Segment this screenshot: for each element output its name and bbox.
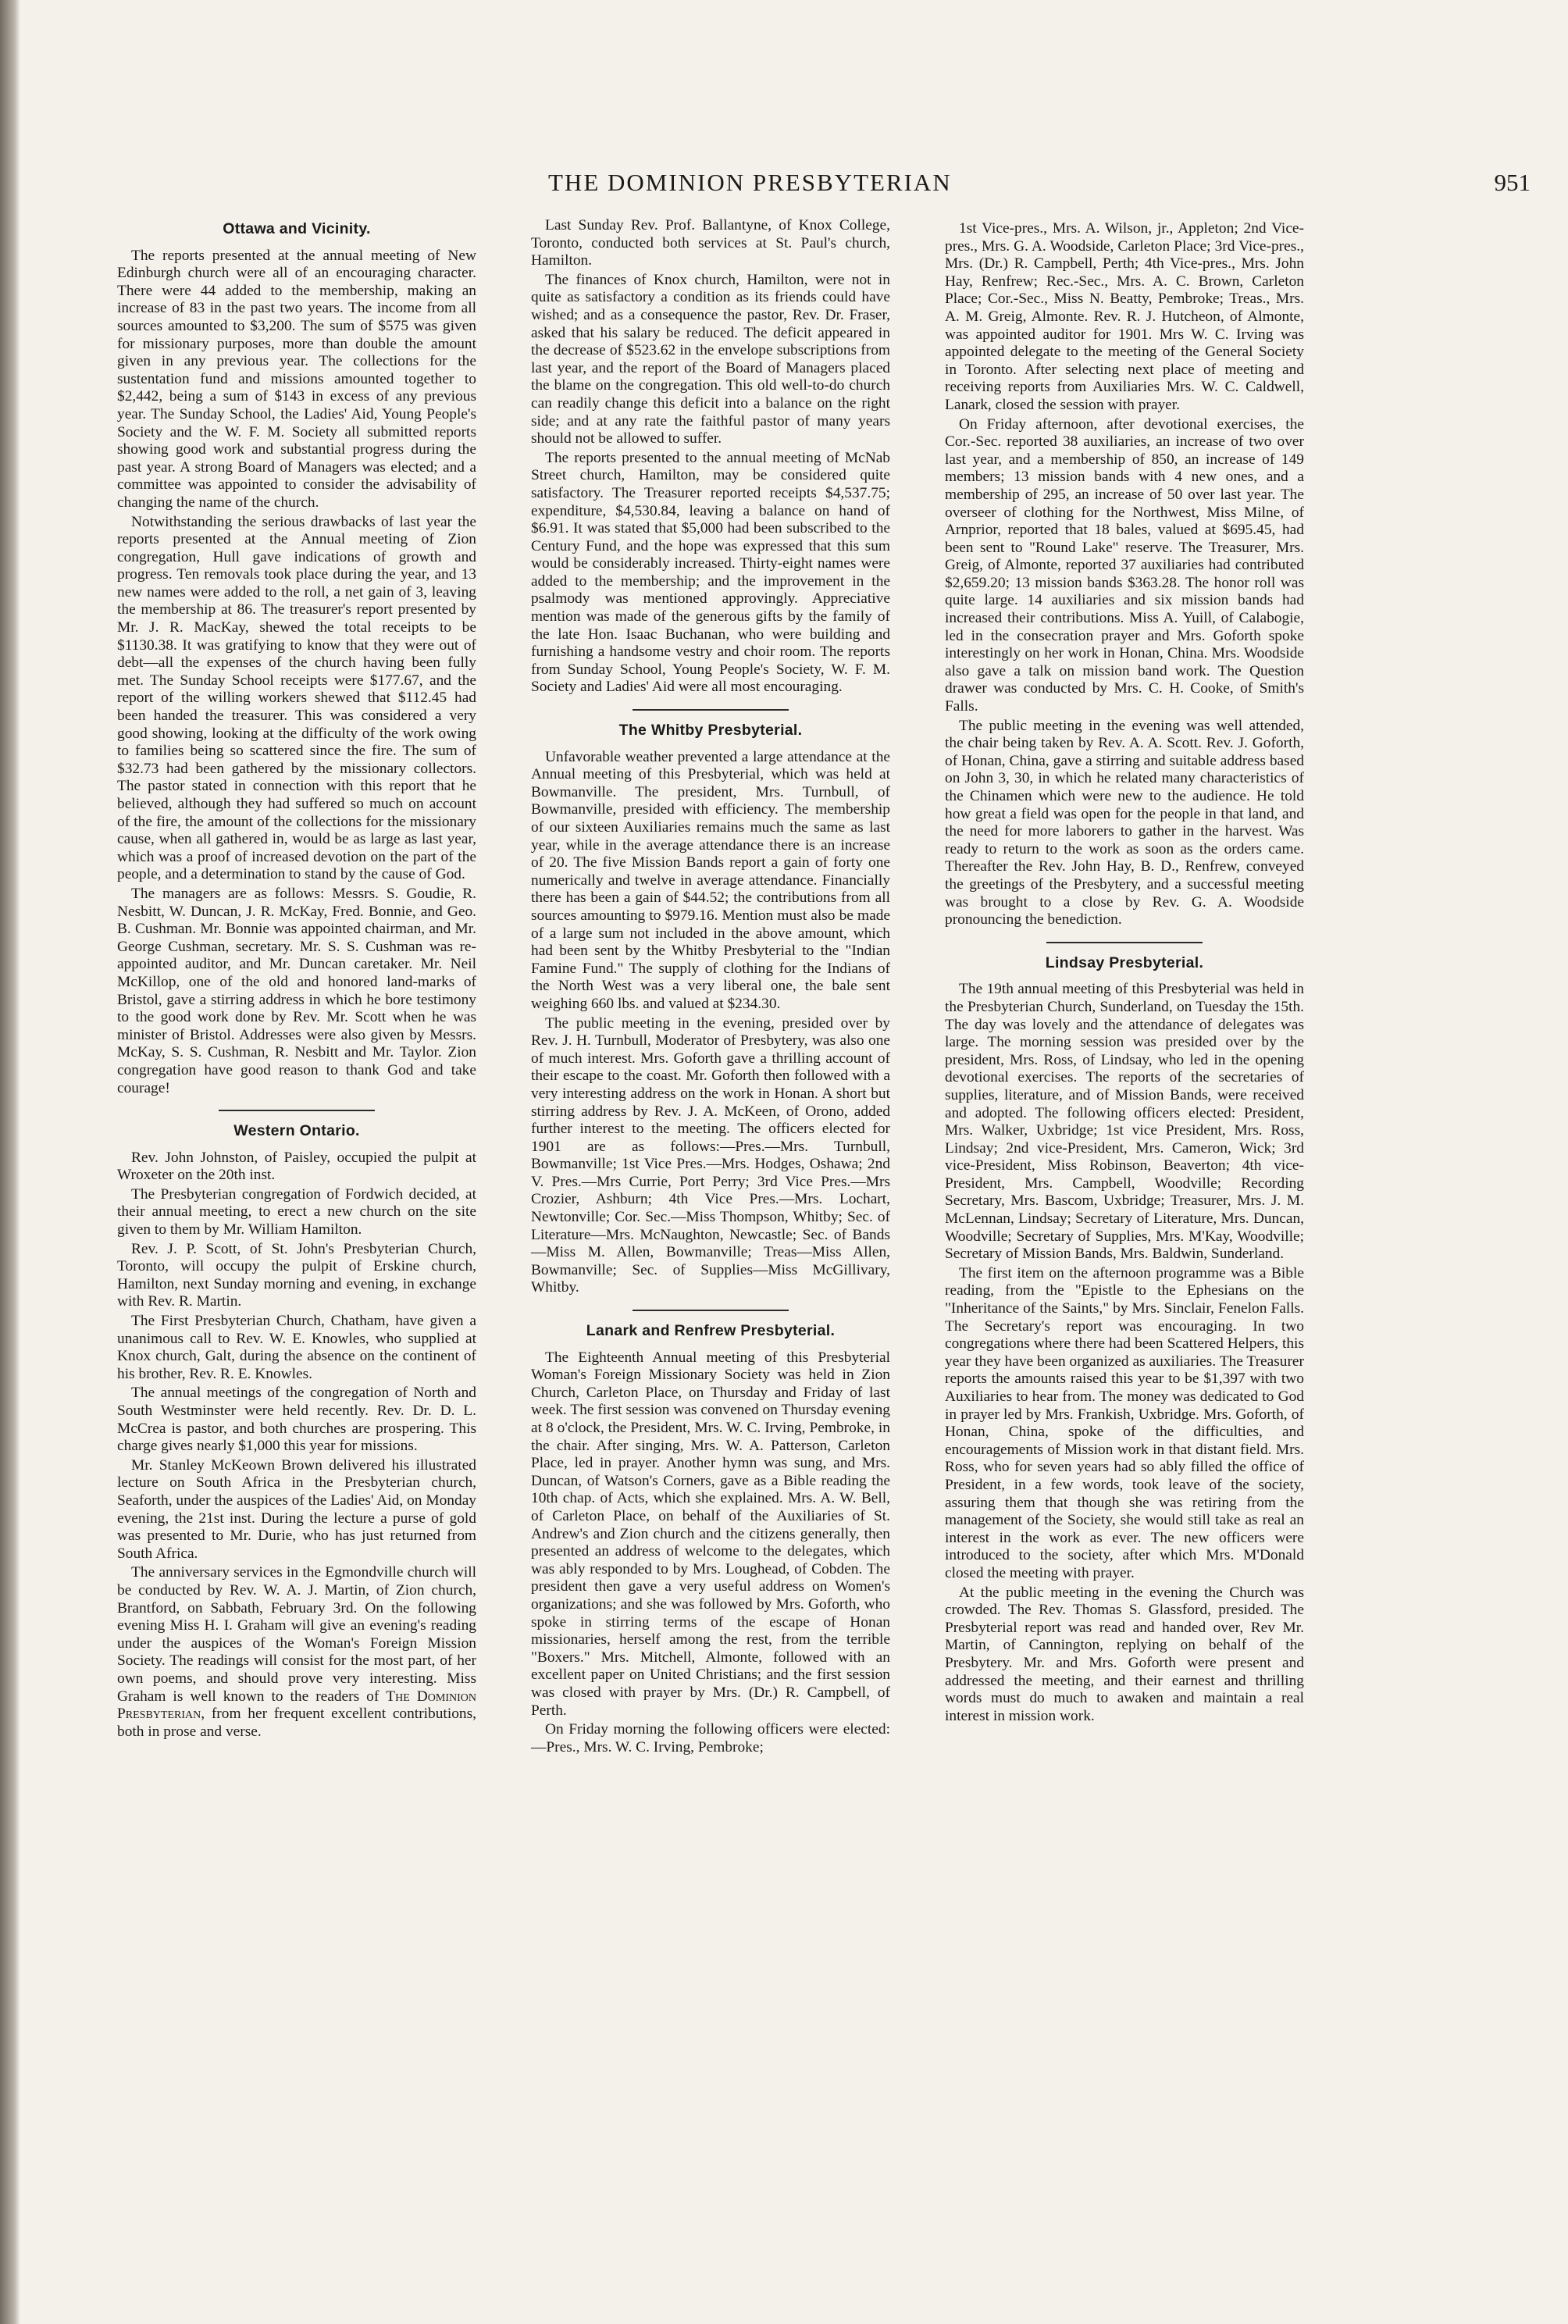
paragraph: The First Presbyterian Church, Chatham, have given a unanimous call to Rev. W. E. Knowles, who supplied at Knox church, Galt, during the absence on the continent of his brother, Rev. R. E. Knowles. [117,1313,476,1382]
heading-whitby: The Whitby Presbyterial. [618,722,803,740]
paragraph: The Presbyterian congregation of Fordwich decided, at their annual meeting, to erect a new church on the site given to them by Mr. William Hamilton. [117,1185,476,1239]
paragraph [117,1564,476,1741]
section-rule [633,709,789,711]
paragraph: On Friday morning the following officers were elected:—Pres., Mrs. W. C. Irving, Pembroke; [531,1721,890,1755]
paragraph: At the public meeting in the evening the Church was crowded. The Rev. Thomas S. Glassford, presided. The Presbyterial report was read and handed over, Rev Mr. Martin, of Cannington, replying on behalf of the Presbytery. Mr. and Mrs. Goforth were present and addressed the meeting, and their earnest and thrilling words must do much to awaken and maintain a real interest in mission work. [945,1584,1304,1724]
paragraph: On Friday afternoon, after devotional exercises, the Cor.-Sec. reported 38 auxiliaries, an increase of two over last year, and a membership of 850, an increase of 149 members; 13 mission bands with 4 new ones, and a membership of 295, an increase of 50 over last year. The overseer of clothing for the Northwest, Miss Milne, of Arnprior, reported that 18 bales, valued at $695.45, had been sent to "Round Lake" reserve. The Treasurer, Mrs. Greig, of Almonte, reported 37 auxiliaries had contributed $2,659.20; 13 mission bands $363.28. The honor roll was quite large. 14 auxiliaries and six mission bands had increased their contributions. Miss A. Yuill, of Calabogie, led in the consecration prayer and Mrs. Goforth spoke interestingly on her work in Honan, China. Mrs. Woodside also gave a talk on mission band work. The Question drawer was conducted by Mrs. C. H. Cooke, of Smith's Falls. [945,415,1304,715]
paragraph: The first item on the afternoon programme was a Bible reading, from the "Epistle to the Ephesians on the "Inheritance of the Saints," by Mrs. Sinclair, Fenelon Falls. The Secretary's report was encouraging. In two congregations where there had been Scattered Helpers, this year they have been organized as auxiliaries. The Treasurer reports the amounts raised this year to be $1,397 with two Auxiliaries to hear from. The money was dedicated to God in prayer led by Mrs. Frankish, Uxbridge. Mrs. Goforth, of Honan, China, spoke of the difficulties, and encouragements of Mission work in that distant field. Mrs. Ross, who for seven years had so ably filled the office of President, in a few words, took leave of the society, assuring them that though she was retiring from the management of the Society, she would still take as real an interest in the work as ever. The new officers were introduced to the society, after which Mrs. M'Donald closed the meeting with prayer. [945,1264,1304,1581]
paragraph: The reports presented at the annual meeting of New Edinburgh church were all of an encouraging character. There were 44 added to the membership, making an increase of 83 in the past two years. The income from all sources amounted to $3,200. The sum of $575 was given for missionary purposes, more than double the amount given in any previous year. The collections for the sustentation fund and missions amounted together to $2,442, being a sum of $143 in excess of any previous year. The Sunday School, the Ladies' Aid, Young People's Society and the W. F. M. Society all submitted reports showing good work and substantial progress during the past year. A strong Board of Managers was elected; and a committee was appointed to consider the advisability of changing the name of the church. [117,247,476,511]
paragraph: 1st Vice-pres., Mrs. A. Wilson, jr., Appleton; 2nd Vice-pres., Mrs. G. A. Woodside, Carleton Place; 3rd Vice-pres., Mrs. (Dr.) R. Campbell, Perth; 4th Vice-pres., Mrs. John Hay, Renfrew; Rec.-Sec., Mrs. A. C. Brown, Carleton Place; Cor.-Sec., Miss N. Beatty, Pembroke; Treas., Mrs. A. M. Greig, Almonte. Rev. R. J. Hutcheon, of Almonte, was appointed auditor for 1901. Mrs W. C. Irving was appointed delegate to the meeting of the General Society in Toronto. After selecting next place of meeting and receiving reports from Auxiliaries Mrs. W. C. Caldwell, Lanark, closed the session with prayer. [945,220,1304,413]
paragraph: The annual meetings of the congregation of North and South Westminster were held recently. Rev. Dr. D. L. McCrea is pastor, and both churches are prospering. This charge gives nearly $1,000 this year for missions. [117,1385,476,1455]
column-3 [945,217,1304,1727]
heading-western-ontario: Western Ontario. [233,1122,360,1140]
paragraph: The public meeting in the evening was well attended, the chair being taken by Rev. A. A. Scott. Rev. J. Goforth, of Honan, China, gave a stirring and suitable address based on John 3, 30, in which he related many characteristics of the Chinamen which were new to the audience. He told how great a field was open for the people in that land, and the need for more laborers to gather in the harvest. Was ready to return to the work as soon as the orders came. Thereafter the Rev. John Hay, B. D., Renfrew, conveyed the greetings of the Presbytery, and a successful meeting was brought to a close by Rev. G. A. Woodside pronouncing the benediction. [945,717,1304,929]
section-rule [219,1110,375,1111]
page-edge-shadow [0,0,20,2324]
heading-ottawa: Ottawa and Vicinity. [223,220,371,237]
section-rule [633,1310,789,1311]
paragraph: Last Sunday Rev. Prof. Ballantyne, of Knox College, Toronto, conducted both services at St. Paul's church, Hamilton. [531,217,890,269]
text-run: from her frequent excellent contributions, both in prose and verse. [117,1706,476,1740]
masthead-title: THE DOMINION PRESBYTERIAN [548,169,952,196]
section-rule [1046,942,1203,943]
column-2 [531,217,890,1758]
heading-lanark-renfrew: Lanark and Renfrew Presbyterial. [586,1322,836,1340]
paragraph: The Eighteenth Annual meeting of this Presbyterial Woman's Foreign Missionary Society was held in Zion Church, Carleton Place, on Thursday and Friday of last week. The first session was convened on Thursday evening at 8 o'clock, the President, Mrs. W. C. Irving, Pembroke, in the chair. After singing, Mrs. W. A. Patterson, Carleton Place, led in prayer. Another hymn was sung, and Mrs. Duncan, of Watson's Corners, gave as a Bible reading the 10th chap. of Acts, which she explained. Mrs. A. W. Bell, of Carleton Place, on behalf of the Auxiliaries of St. Andrew's and Zion church and the citizens generally, then presented an address of welcome to the delegates, which was ably responded to by Mrs. Loughead, of Cobden. The president then gave a very useful address on Women's organizations; and she was followed by Mrs. Goforth, who spoke in stirring terms of the escape of Honan missionaries, herself among the rest, from the terrible "Boxers." Mrs. Mitchell, Almonte, followed with an excellent paper on United Christians; and the first session was closed with prayer by Mrs. (Dr.) R. Campbell, of Perth. [531,1349,890,1719]
paragraph: The 19th annual meeting of this Presbyterial was held in the Presbyterian Church, Sunderland, on Tuesday the 15th. The day was lovely and the attendance of delegates was large. The morning session was presided over by the president, Mrs. Ross, of Lindsay, who led in the opening devotional exercises. The reports of the secretaries of supplies, literature, and of Mission Bands, were received and adopted. The following officers elected: President, Mrs. Walker, Uxbridge; 1st vice President, Mrs. Ross, Lindsay; 2nd vice-President, Mrs. Cameron, Wick; 3rd vice-President, Miss Robinson, Beaverton; 4th vice-President, Mrs. Campbell, Woodville; Recording Secretary, Mrs. Bascom, Uxbridge; Treasurer, Mrs. J. M. McLennan, Lindsay; Secretary of Literature, Mrs. Duncan, Woodville; Secretary of Supplies, Mrs. M'Kay, Woodville; Secretary of Mission Bands, Mrs. Baldwin, Sunderland. [945,981,1304,1263]
paragraph: Rev. John Johnston, of Paisley, occupied the pulpit at Wroxeter on the 20th inst. [117,1149,476,1184]
masthead [508,169,1531,200]
heading-lindsay: Lindsay Presbyterial. [1045,953,1204,971]
paragraph: Notwithstanding the serious drawbacks of last year the reports presented at the Annual meeting of Zion congregation, Hull gave indications of growth and progress. Ten removals took place during the year, and 13 new names were added to the roll, a net gain of 3, leaving the membership at 86. The treasurer's report presented by Mr. J. R. MacKay, shewed the total receipts to be $1130.38. It was gratifying to know that they were out of debt—all the expenses of the church having been fully met. The Sunday School receipts were $177.67, and the report of the willing workers shewed that $112.45 had been handed the treasurer. This was considered a very good showing, looking at the difficulty of the work owing to families being so scattered since the fire. The sum of $32.73 had been gathered by the missionary collectors. The pastor stated in connection with this report that he believed, although they had suffered so much on account of the fire, the amount of the collections for the missionary cause, when all gathered in, would be as large as last year, which was a proof of increased devotion on the part of the people, and a determination to stand by the cause of God. [117,513,476,883]
page-number: 951 [1494,169,1531,196]
text-run: The anniversary services in the Egmondville church will be conducted by Rev. W. A. J. Martin, of Zion church, Brantford, on Sabbath, February 3rd. On the following evening Miss H. I. Graham will give an evening's reading under the auspices of the Woman's Foreign Mission Society. The readings will consist for the most part, of her own poems, and should prove very interesting. Miss Graham is well known to the readers of [117,1564,476,1705]
paragraph: Mr. Stanley McKeown Brown delivered his illustrated lecture on South Africa in the Presbyterian church, Seaforth, under the auspices of the Ladies' Aid, on Monday evening, the 21st inst. During the lecture a purse of gold was presented to Mr. Durie, who has just returned from South Africa. [117,1456,476,1562]
column-1 [117,217,476,1742]
paragraph: The public meeting in the evening, presided over by Rev. J. H. Turnbull, Moderator of Presbytery, was also one of much interest. Mrs. Goforth gave a thrilling account of their escape to the coast. Mr. Goforth then followed with a very interesting address on the work in Honan. A short but stirring address by Rev. J. A. McKeen, of Orono, added further interest to the meeting. The officers elected for 1901 are as follows:—Pres.—Mrs. Turnbull, Bowmanville; 1st Vice Pres.—Mrs. Hodges, Oshawa; 2nd V. Pres.—Mrs Currie, Port Perry; 3rd Vice Pres.—Mrs Crozier, Ashburn; 4th Vice Pres.—Mrs. Lochart, Newtonville; Cor. Sec.—Miss Thompson, Whitby; Sec. of Literature—Mrs. McNaughton, Newcastle; Sec. of Bands—Miss M. Allen, Bowmanville; Treas—Miss Allen, Bowmanville; Sec. of Supplies—Miss McGillivary, Whitby. [531,1014,890,1296]
paragraph: Rev. J. P. Scott, of St. John's Presbyterian Church, Toronto, will occupy the pulpit of Erskine church, Hamilton, next Sunday morning and evening, in exchange with Rev. R. Martin. [117,1240,476,1310]
paragraph: Unfavorable weather prevented a large attendance at the Annual meeting of this Presbyterial, which was held at Bowmanville. The president, Mrs. Turnbull, of Bowmanville, presided with efficiency. The membership of our sixteen Auxiliaries remains much the same as last year, while in the average attendance there is an increase of 20. The five Mission Bands report a gain of forty one numerically and twelve in average attendance. Financially there has been a gain of $44.52; the contributions from all sources amounting to $979.16. Mention must also be made of a large sum not included in the above amount, which had been sent by the Whitby Presbyterial to the "Indian Famine Fund." The supply of clothing for the Indians of the North West was a very liberal one, the bale sent weighing 660 lbs. and valued at $234.30. [531,748,890,1012]
paragraph: The managers are as follows: Messrs. S. Goudie, R. Nesbitt, W. Duncan, J. R. McKay, Fred. Bonnie, and Geo. B. Cushman. Mr. Bonnie was appointed chairman, and Mr. George Cushman, secretary. Mr. S. S. Cushman was re-appointed auditor, and Mr. Duncan caretaker. Mr. Neil McKillop, one of the old and honored land-marks of Bristol, gave a stirring address in which he bore testimony to the good work done by Rev. Mr. Scott when he was minister of Bristol. Addresses were also given by Messrs. McKay, S. S. Cushman, R. Nesbitt and Mr. Taylor. Zion congregation have good reason to thank God and take courage! [117,885,476,1096]
paragraph: The finances of Knox church, Hamilton, were not in quite as satisfactory a condition as its friends could have wished; and as a consequence the pastor, Rev. Dr. Fraser, asked that his salary be reduced. The deficit appeared in the decrease of $523.62 in the envelope subscriptions from last year, and the report of the Board of Managers placed the blame on the congregation. This old well-to-do church can readily change this deficit into a balance on the right side; and at any rate the faithful pastor of many years should not be allowed to suffer. [531,271,890,447]
paper-name: The Dominion Presbyterian, [117,1688,476,1723]
paragraph: The reports presented to the annual meeting of McNab Street church, Hamilton, may be considered quite satisfactory. The Treasurer reported receipts $4,537.75; expenditure, $4,530.84, leaving a balance on hand of $6.91. It was stated that $5,000 had been subscribed to the Century Fund, and the hope was expressed that this sum would be considerably increased. Thirty-eight names were added to the membership; and the improvement in the psalmody was mentioned approvingly. Appreciative mention was made of the generous gifts by the family of the late Hon. Isaac Buchanan, who were building and furnishing a handsome vestry and choir room. The reports from Sunday School, Young People's Society, W. F. M. Society and Ladies' Aid were all most encouraging. [531,449,890,696]
